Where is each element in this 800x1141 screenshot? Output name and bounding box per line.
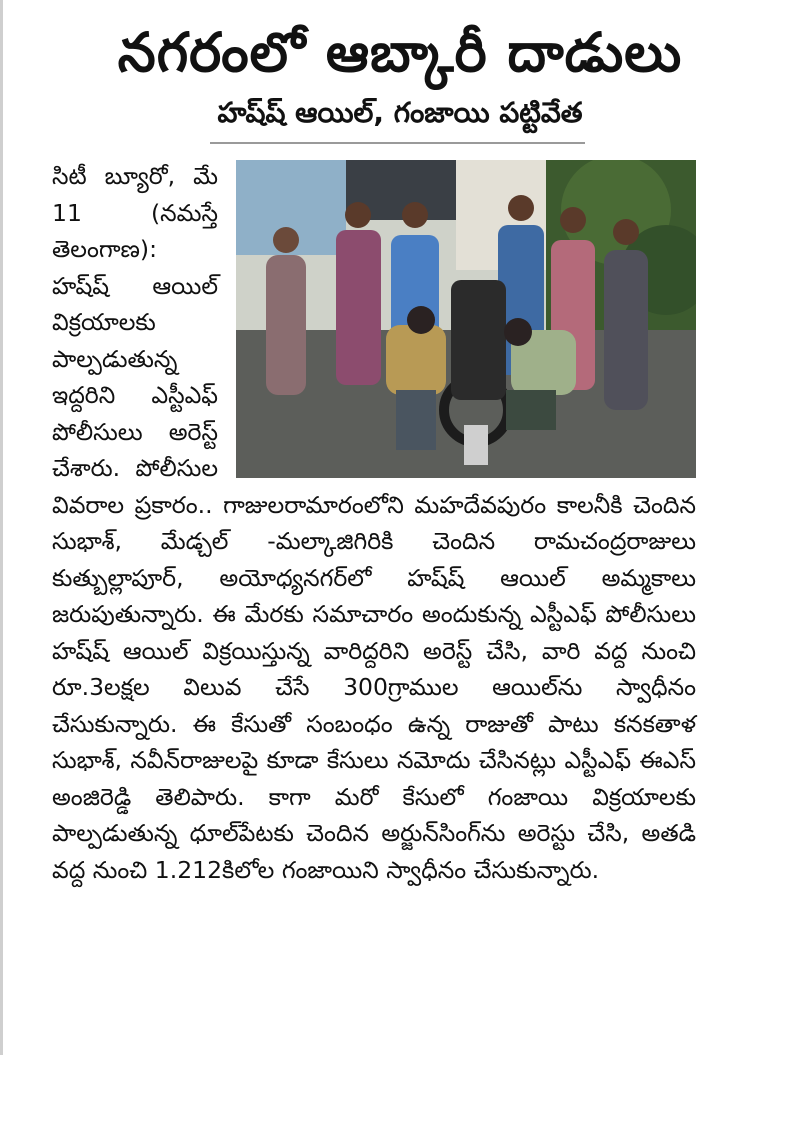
page-left-rule: [0, 0, 3, 1055]
subheadline: హష్‌ష్ ఆయిల్, గంజాయి పట్టివేత: [217, 96, 583, 129]
news-photo-illustration: [236, 160, 696, 478]
news-photo: [236, 160, 696, 478]
article: [52, 158, 696, 888]
headline: నగరంలో ఆబ్కారీ దాడులు: [117, 21, 683, 84]
subheadline-underline: [210, 142, 585, 144]
article-body: సిటీ బ్యూరో, మే 11 (నమస్తే తెలంగాణ): హష్‌ష్ ఆయిల్ విక్రయాలకు పాల్పడుతున్న ఇద్దరిని ఎస్టీఎఫ్ పోలీసులు అరెస్ట్ చేశారు. పోలీసుల వివరాల ప్రకారం.. గాజులరామారంలోని మహదేవపురం కాలనీకి చెందిన సుభాశ్, మేడ్చల్ -మల్కాజిగిరికి చెందిన రామచంద్రరాజులు కుత్బుల్లాపూర్, అయోధ్యనగర్‌లో హష్‌ష్ ఆయిల్ అమ్మకాలు జరుపుతున్నారు. ఈ మేరకు సమాచారం అందుకున్న ఎస్టీఎఫ్ పోలీసులు హష్‌ష్ ఆయిల్ విక్రయిస్తున్న వారిద్దరిని అరెస్ట్ చేసి, వారి వద్ద నుంచి రూ.3లక్షల విలువ చేసే 300గ్రాముల ఆయిల్‌ను స్వాధీనం చేసుకున్నారు. ఈ కేసుతో సంబంధం ఉన్న రాజుతో పాటు కనకతాళ సుభాశ్, నవీన్‌రాజులపై కూడా కేసులు నమోదు చేసినట్లు ఎస్టీఎఫ్ ఈఎస్ అంజిరెడ్డి తెలిపారు. కాగా మరో కేసులో గంజాయి విక్రయాలకు పాల్పడుతున్న ధూల్‌పేటకు చెందిన అర్జున్‌సింగ్‌ను అరెస్టు చేసి, అతడి వద్ద నుంచి 1.212కిలోల గంజాయిని స్వాధీనం చేసుకున్నారు.: [52, 162, 696, 884]
